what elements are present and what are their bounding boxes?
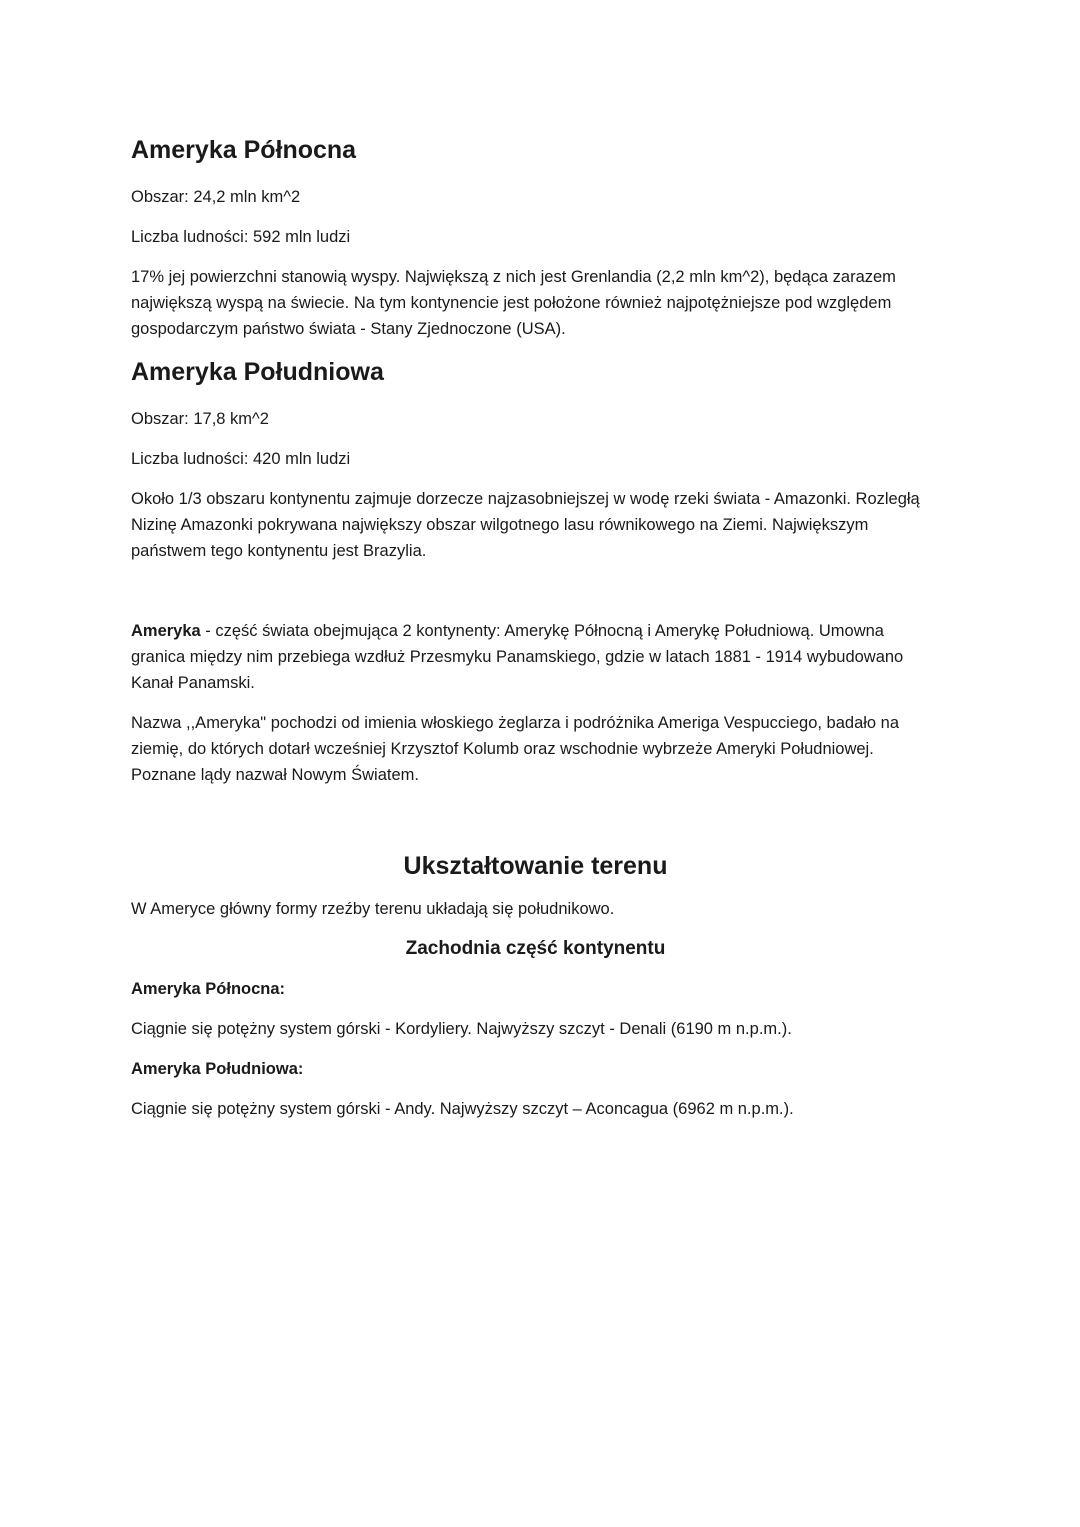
terrain-south-text: Ciągnie się potężny system górski - Andy. Najwyższy szczyt – Aconcagua (6962 m n.p.m.). bbox=[131, 1100, 794, 1118]
america-name-origin: Nazwa ,,Ameryka" pochodzi od imienia włoskiego żeglarza i podróżnika Ameriga Vespucciego, badało na ziemię, do których dotarł wcześniej Krzysztof Kolumb oraz wschodnie wybrzeże Ameryki Południowej. Poznane lądy nazwał Nowym Światem. bbox=[131, 714, 900, 784]
terrain-north-text: Ciągnie się potężny system górski - Kordyliery. Najwyższy szczyt - Denali (6190 m n.p.m.). bbox=[131, 1020, 792, 1038]
spacer bbox=[131, 802, 940, 850]
terrain-intro: W Ameryce główny formy rzeźby terenu układają się południkowo. bbox=[131, 900, 615, 918]
north-america-area: Obszar: 24,2 mln km^2 bbox=[131, 188, 301, 206]
south-america-description: Około 1/3 obszaru kontynentu zajmuje dorzecze najzasobniejszej w wodę rzeki świata - Amazonki. Rozległą Nizinę Amazonki pokrywana największy obszar wilgotnego lasu równikowego na Ziemi. Największym państwem tego kontynentu jest Brazylia. bbox=[131, 490, 920, 560]
south-america-population: Liczba ludności: 420 mln ludzi bbox=[131, 450, 351, 468]
spacer bbox=[131, 578, 940, 618]
south-america-title: Ameryka Południowa bbox=[131, 358, 384, 386]
terrain-north-label: Ameryka Północna: bbox=[131, 980, 286, 998]
north-america-title: Ameryka Północna bbox=[131, 136, 357, 164]
america-definition bbox=[131, 618, 940, 696]
north-america-population: Liczba ludności: 592 mln ludzi bbox=[131, 228, 351, 246]
terrain-subtitle: Zachodnia część kontynentu bbox=[405, 938, 666, 959]
terrain-south-label: Ameryka Południowa: bbox=[131, 1060, 304, 1078]
terrain-title: Ukształtowanie terenu bbox=[403, 852, 668, 880]
south-america-area: Obszar: 17,8 km^2 bbox=[131, 410, 269, 428]
america-term: Ameryka bbox=[131, 622, 201, 640]
north-america-description: 17% jej powierzchni stanowią wyspy. Największą z nich jest Grenlandia (2,2 mln km^2), będąca zarazem największą wyspą na świecie. Na tym kontynencie jest położone również najpotężniejsze pod względem gospodarczym państwo świata - Stany Zjednoczone (USA). bbox=[131, 268, 896, 338]
america-definition-text: - część świata obejmująca 2 kontynenty: Amerykę Północną i Amerykę Południową. Umowna granica między nim przebiega wzdłuż Przesmyku Panamskiego, gdzie w latach 1881 - 1914 wybudowano Kanał Panamski. bbox=[131, 622, 904, 692]
